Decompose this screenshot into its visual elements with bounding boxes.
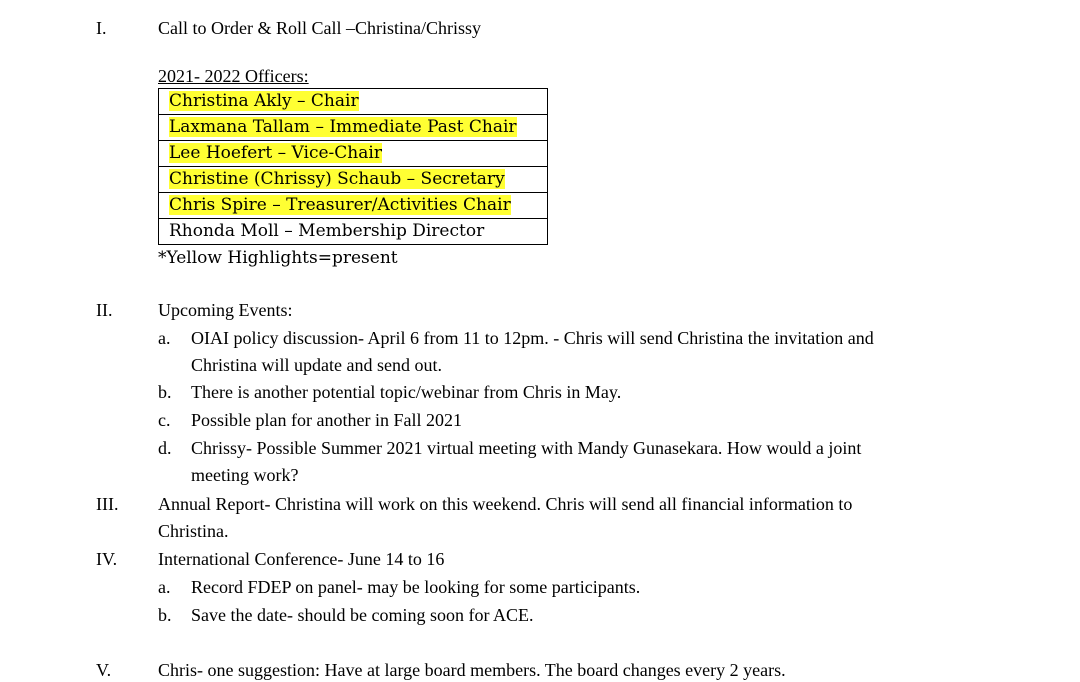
- officer-cell: [159, 167, 548, 193]
- table-row: [159, 167, 548, 193]
- list-letter: b.: [158, 605, 172, 625]
- officer-name: Christine (Chrissy) Schaub – Secretary: [169, 169, 505, 190]
- officer-name: Rhonda Moll – Membership Director: [169, 221, 485, 242]
- list-text: Chrissy- Possible Summer 2021 virtual meeting with Mandy Gunasekara. How would a joint: [191, 438, 862, 458]
- section-4-numeral: IV.: [96, 549, 118, 569]
- section-2-numeral: II.: [96, 300, 113, 320]
- officer-cell: [159, 115, 548, 141]
- list-letter: a.: [158, 328, 171, 348]
- list-letter: d.: [158, 438, 172, 458]
- section-4-title: International Conference- June 14 to 16: [158, 549, 445, 569]
- list-text: Record FDEP on panel- may be looking for some participants.: [191, 577, 641, 597]
- section-2-title: Upcoming Events:: [158, 300, 293, 320]
- officer-name: Chris Spire – Treasurer/Activities Chair: [169, 195, 511, 216]
- list-letter: b.: [158, 382, 172, 402]
- list-text: Christina will update and send out.: [191, 355, 442, 375]
- table-row: [159, 115, 548, 141]
- list-letter: a.: [158, 577, 171, 597]
- officer-cell: [159, 193, 548, 219]
- officer-cell: [159, 89, 548, 115]
- officer-cell: [159, 141, 548, 167]
- table-row: [159, 219, 548, 245]
- officers-table: [158, 88, 548, 245]
- section-5-title: Chris- one suggestion: Have at large board members. The board changes every 2 years.: [158, 660, 786, 680]
- officer-name: Laxmana Tallam – Immediate Past Chair: [169, 117, 517, 138]
- section-3-text: Annual Report- Christina will work on this weekend. Chris will send all financial information to: [158, 494, 853, 514]
- table-row: [159, 89, 548, 115]
- table-row: [159, 141, 548, 167]
- officer-name: Lee Hoefert – Vice-Chair: [169, 143, 382, 164]
- table-row: [159, 193, 548, 219]
- officer-name: Christina Akly – Chair: [169, 91, 359, 112]
- section-3-text: Christina.: [158, 521, 229, 541]
- list-text: Save the date- should be coming soon for ACE.: [191, 605, 534, 625]
- section-1-title: Call to Order & Roll Call –Christina/Chrissy: [158, 18, 481, 38]
- list-text: meeting work?: [191, 465, 299, 485]
- section-1-numeral: I.: [96, 18, 107, 38]
- list-text: OIAI policy discussion- April 6 from 11 to 12pm. - Chris will send Christina the invitation and: [191, 328, 874, 348]
- officer-cell: [159, 219, 548, 245]
- list-letter: c.: [158, 410, 171, 430]
- section-3-numeral: III.: [96, 494, 119, 514]
- list-text: There is another potential topic/webinar from Chris in May.: [191, 382, 622, 402]
- highlight-note: *Yellow Highlights=present: [158, 248, 398, 268]
- officers-heading: 2021- 2022 Officers:: [158, 66, 309, 86]
- section-5-numeral: V.: [96, 660, 112, 680]
- list-text: Possible plan for another in Fall 2021: [191, 410, 462, 430]
